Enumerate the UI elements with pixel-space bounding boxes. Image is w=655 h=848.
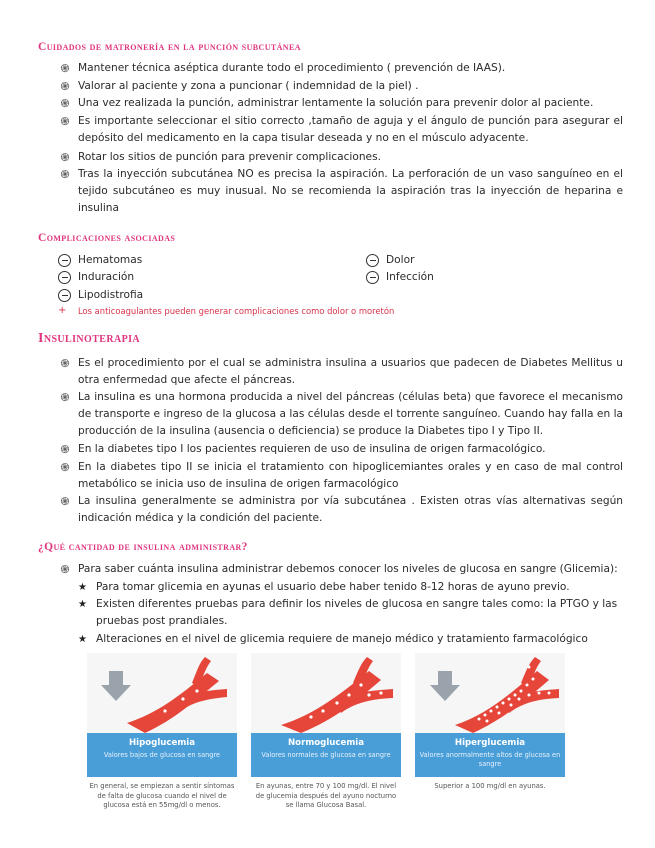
complicacion-lipodistrofia: Lipodistrofia (78, 289, 144, 301)
minus-circle-icon (58, 271, 71, 284)
spiral-bullet-icon: ֍ (60, 168, 70, 181)
heading-complicaciones: Complicaciones asociadas (38, 232, 176, 244)
cuidados-item-3: Una vez realizada la punción, administrar lentamente la solución para prevenir dolor al paciente. (78, 97, 594, 109)
panel-hipoglucemia (87, 653, 237, 831)
insulino-item-5: La insulina generalmente se administra por vía subcutánea . Existen otras vías alternativas según indicación médica y la condición del paciente. (78, 495, 623, 525)
spiral-bullet-icon: ֍ (60, 357, 70, 370)
complicacion-dolor: Dolor (386, 254, 415, 266)
arrow-down-icon (101, 671, 131, 701)
spiral-bullet-icon: ֍ (60, 115, 70, 128)
minus-circle-icon (58, 289, 71, 302)
star-bullet-icon: ★ (78, 582, 87, 593)
figure-band (87, 733, 237, 777)
blood-vessel-illustration (87, 653, 237, 733)
figure-subtitle: Valores bajos de glucosa en sangre (103, 751, 221, 759)
figure-caption: Superior a 100 mg/dl en ayunas. (434, 782, 546, 790)
insulino-item-2: La insulina es una hormona producida a nivel del páncreas (células beta) que favorece el mecanismo de transporte e ingreso de la glucosa a las células desde el torrente sanguíneo. Cuando hay falla en la producción de la insulina (ausencia o deficiencia) se produce la Diabetes tipo I y Tipo II. (78, 391, 623, 438)
minus-circle-icon (58, 254, 71, 267)
insulino-item-1: Es el procedimiento por el cual se administra insulina a usuarios que padecen de Diabetes Mellitus u otra enfermedad que afecte el páncreas. (78, 357, 623, 387)
heading-cuidados: Cuidados de matronería en la punción subcutánea (38, 41, 301, 53)
figure-caption: En general, se empiezan a sentir síntomas de falta de glucosa cuando el nivel de glucosa está en 55mg/dl o menos. (89, 782, 235, 809)
heading-cantidad: ¿Qué cantidad de insulina administrar? (38, 541, 248, 553)
spiral-bullet-icon: ֍ (60, 461, 70, 474)
cuidados-item-4: Es importante seleccionar el sitio correcto ,tamaño de aguja y el ángulo de punción para asegurar el depósito del medicamento en la capa tisular deseada y no en el músculo adyacente. (78, 115, 623, 145)
figure-band (415, 733, 565, 777)
spiral-bullet-icon: ֍ (60, 563, 70, 576)
figure-title: Hipoglucemia (128, 738, 196, 748)
spiral-bullet-icon: ֍ (60, 80, 70, 93)
cantidad-subitem-2: Existen diferentes pruebas para definir los niveles de glucosa en sangre tales como: la PTGO y las pruebas post prandiales. (96, 598, 618, 628)
plus-icon: + (58, 305, 67, 316)
cuidados-item-5: Rotar los sitios de punción para prevenir complicaciones. (78, 151, 381, 163)
arrow-up-icon (430, 671, 460, 701)
figure-title: Normoglucemia (287, 738, 365, 748)
panel-hiperglucemia (415, 653, 565, 831)
figure-subtitle: Valores normales de glucosa en sangre (261, 751, 391, 759)
panel-normoglucemia (251, 653, 401, 831)
spiral-bullet-icon: ֍ (60, 151, 70, 164)
insulino-item-3: En la diabetes tipo I los pacientes requieren de uso de insulina de origen farmacológico. (78, 443, 546, 455)
heading-insulinoterapia: Insulinoterapia (38, 331, 141, 346)
complicacion-hematomas: Hematomas (78, 254, 143, 266)
cantidad-subitem-3: Alteraciones en el nivel de glicemia requiere de manejo médico y tratamiento farmacológico (96, 633, 588, 645)
minus-circle-icon (366, 254, 379, 267)
complicacion-induracion: Induración (78, 271, 135, 283)
complicacion-infeccion: Infección (386, 271, 434, 283)
star-bullet-icon: ★ (78, 599, 87, 610)
cantidad-item: Para saber cuánta insulina administrar debemos conocer los niveles de glucosa en sangre (Glicemia): (78, 563, 618, 575)
blood-vessel-illustration (251, 653, 401, 733)
cuidados-item-2: Valorar al paciente y zona a puncionar ( indemnidad de la piel) . (78, 80, 419, 92)
spiral-bullet-icon: ֍ (60, 97, 70, 110)
star-bullet-icon: ★ (78, 634, 87, 645)
complicaciones-note: Los anticoagulantes pueden generar complicaciones como dolor o moretón (78, 306, 395, 316)
cuidados-item-1: Mantener técnica aséptica durante todo el procedimiento ( prevención de IAAS). (78, 62, 506, 74)
figure-subtitle: Valores anormalmente altos de glucosa en sangre (419, 751, 561, 768)
insulino-item-4: En la diabetes tipo II se inicia el tratamiento con hipoglicemiantes orales y en caso de mal control metabólico se inicia uso de insulina de origen farmacológico (78, 461, 623, 491)
cantidad-subitem-1: Para tomar glicemia en ayunas el usuario debe haber tenido 8-12 horas de ayuno previo. (96, 581, 570, 593)
spiral-bullet-icon: ֍ (60, 495, 70, 508)
figure-caption: En ayunas, entre 70 y 100 mg/dl. El nivel de glucemia después del ayuno nocturno se llama Glucosa Basal. (255, 782, 397, 809)
spiral-bullet-icon: ֍ (60, 62, 70, 75)
minus-circle-icon (366, 271, 379, 284)
blood-vessel-illustration (415, 653, 565, 733)
cuidados-item-6: Tras la inyección subcutánea NO es precisa la aspiración. La perforación de un vaso sanguíneo en el tejido subcutáneo es muy inusual. No se recomienda la aspiración tras la inyección de heparina e insulina (78, 168, 623, 215)
spiral-bullet-icon: ֍ (60, 443, 70, 456)
figure-title: Hiperglucemia (454, 738, 526, 748)
spiral-bullet-icon: ֍ (60, 391, 70, 404)
figure-band (251, 733, 401, 777)
